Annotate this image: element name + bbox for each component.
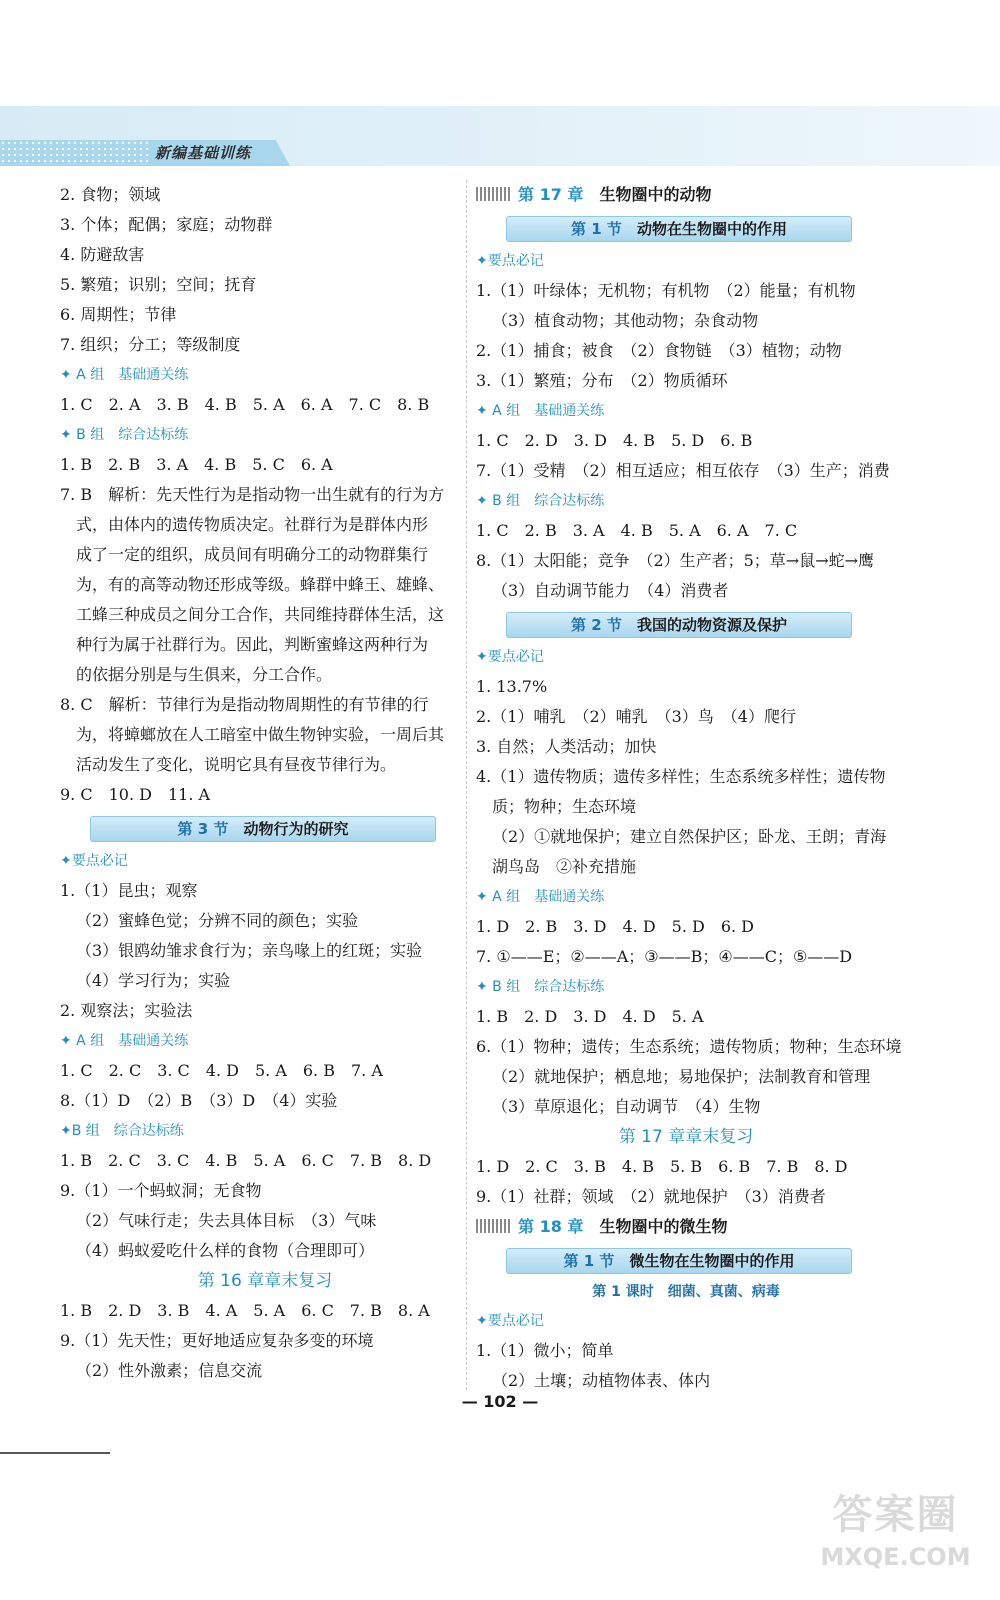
answer-line: 8.（1）太阳能；竞争 （2）生产者；5；草→鼠→蛇→鹰 — [476, 551, 875, 570]
answer-line: 1. C 2. A 3. B 4. B 5. A 6. A 7. C 8. B — [60, 395, 430, 414]
section-heading — [90, 816, 436, 842]
answer-line-cont: 成了一定的组织，成员间有明确分工的动物群集行 — [76, 545, 429, 564]
watermark-title: 答案圈 — [832, 1492, 959, 1538]
answer-line-cont: 种行为属于社群行为。因此，判断蜜蜂这两种行为 — [76, 635, 429, 654]
page-number: — 102 — — [461, 1392, 539, 1411]
right-column — [476, 180, 902, 1396]
answer-line: 5. 繁殖；识别；空间；抚育 — [60, 275, 257, 294]
answer-line: 9.（1）一个蚂蚁洞；无食物 — [60, 1181, 262, 1200]
section-number: 第 1 节 — [571, 220, 622, 238]
answer-line: 4.（1）遗传物质；遗传多样性；生态系统多样性；遗传物 — [476, 767, 886, 786]
answer-line: 9.（1）社群；领域 （2）就地保护 （3）消费者 — [476, 1187, 826, 1206]
answer-line: 1. B 2. C 3. C 4. B 5. A 6. C 7. B 8. D — [60, 1151, 432, 1170]
answer-line: 2. 观察法；实验法 — [60, 1001, 193, 1020]
answer-line: 6.（1）物种；遗传；生态系统；遗传物质；物种；生态环境 — [476, 1037, 902, 1056]
answer-line-cont: 质；物种；生态环境 — [492, 797, 637, 816]
answer-line: 3. 个体；配偶；家庭；动物群 — [60, 215, 273, 234]
lesson-heading: 第 1 课时 细菌、真菌、病毒 — [592, 1284, 780, 1300]
answer-line: 1. C 2. B 3. A 4. B 5. A 6. A 7. C — [476, 521, 798, 540]
answer-line: 4. 防避敌害 — [60, 245, 145, 264]
answer-line-cont: （4）蚂蚁爱吃什么样的食物（合理即可） — [76, 1241, 375, 1260]
answer-line: 1.（1）微小；简单 — [476, 1341, 614, 1360]
chapter-number: 第 17 章 — [518, 185, 584, 204]
section-heading — [506, 1248, 852, 1274]
answer-line: 1.（1）叶绿体；无机物；有机物 （2）能量；有机物 — [476, 281, 856, 300]
footer-rule — [0, 1452, 110, 1454]
answer-line-cont: 为，有的高等动物还形成等级。蜂群中蜂王、雄蜂、 — [76, 575, 445, 594]
subheading: ✦ A 组 基础通关练 — [476, 403, 605, 419]
chapter-title: 生物圈中的微生物 — [599, 1217, 728, 1236]
answer-line: 2.（1）哺乳 （2）哺乳 （3）鸟 （4）爬行 — [476, 707, 796, 726]
section-title: 动物在生物圈中的作用 — [636, 220, 787, 238]
answer-line-cont: 为，将蟑螂放在人工暗室中做生物钟实验，一周后其 — [76, 725, 445, 744]
answer-line: 7. B 解析：先天性行为是指动物一出生就有的行为方 — [60, 485, 445, 504]
answer-line: 1. B 2. B 3. A 4. B 5. C 6. A — [60, 455, 333, 474]
answer-line-cont: （2）气味行走；失去具体目标 （3）气味 — [76, 1211, 377, 1230]
answer-line: 9. C 10. D 11. A — [60, 785, 211, 804]
answer-line: 2.（1）捕食；被食 （2）食物链 （3）植物；动物 — [476, 341, 842, 360]
answer-line-cont: （3）植食动物；其他动物；杂食动物 — [492, 311, 759, 330]
subheading: ✦ B 组 综合达标练 — [476, 493, 605, 509]
answer-line-cont: 活动发生了变化，说明它具有昼夜节律行为。 — [76, 755, 397, 774]
subheading: ✦ A 组 基础通关练 — [60, 367, 189, 383]
answer-line: 2. 食物；领域 — [60, 185, 161, 204]
answer-line-cont: 式，由体内的遗传物质决定。社群行为是群体内形 — [76, 515, 429, 534]
section-title: 微生物在生物圈中的作用 — [629, 1252, 795, 1270]
subheading: ✦ B 组 综合达标练 — [60, 427, 189, 443]
left-column — [60, 180, 470, 1386]
answer-line-cont: （2）①就地保护；建立自然保护区；卧龙、王朗；青海 — [492, 827, 887, 846]
answer-line: 3. 自然；人类活动；加快 — [476, 737, 657, 756]
answer-line-cont: （4）学习行为；实验 — [76, 971, 231, 990]
answer-line: 7. ①——E；②——A；③——B；④——C；⑤——D — [476, 947, 853, 966]
answer-line: 7.（1）受精 （2）相互适应；相互依存 （3）生产；消费 — [476, 461, 890, 480]
chapter-heading — [476, 180, 896, 210]
chapter-number: 第 18 章 — [518, 1217, 584, 1236]
brand-title: 新编基础训练 — [155, 144, 252, 162]
answer-line-cont: （2）土壤；动植物体表、体内 — [492, 1371, 711, 1390]
answer-line: 7. 组织；分工；等级制度 — [60, 335, 241, 354]
answer-line-cont: 湖鸟岛 ②补充措施 — [492, 857, 637, 876]
answer-line-cont: 的依据分别是与生俱来，分工合作。 — [76, 665, 333, 684]
answer-line-cont: 工蜂三种成员之间分工合作，共同维持群体生活，这 — [76, 605, 445, 624]
answer-line: 1.（1）昆虫；观察 — [60, 881, 198, 900]
answer-line: 1. B 2. D 3. B 4. A 5. A 6. C 7. B 8. A — [60, 1301, 430, 1320]
subheading: ✦要点必记 — [476, 253, 544, 269]
answer-line: 1. B 2. D 3. D 4. D 5. A — [476, 1007, 704, 1026]
header-dots — [0, 140, 150, 166]
section-heading — [506, 216, 852, 242]
section-number: 第 3 节 — [177, 820, 229, 838]
review-heading: 第 17 章章末复习 — [618, 1127, 754, 1147]
review-heading: 第 16 章章末复习 — [197, 1271, 333, 1291]
answer-line-cont: （2）就地保护；栖息地；易地保护；法制教育和管理 — [492, 1067, 871, 1086]
answer-line: 9.（1）先天性；更好地适应复杂多变的环境 — [60, 1331, 374, 1350]
section-number: 第 2 节 — [571, 616, 622, 634]
column-divider — [466, 180, 467, 1390]
answer-line: 3.（1）繁殖；分布 （2）物质循环 — [476, 371, 728, 390]
subheading: ✦B 组 综合达标练 — [60, 1123, 184, 1139]
subheading: ✦要点必记 — [476, 1313, 544, 1329]
subheading: ✦要点必记 — [60, 853, 128, 869]
answer-line: 6. 周期性；节律 — [60, 305, 177, 324]
answer-line-cont: （3）自动调节能力 （4）消费者 — [492, 581, 729, 600]
answer-line: 8.（1）D （2）B （3）D （4）实验 — [60, 1091, 338, 1110]
answer-line-cont: （3）银鸥幼雏求食行为；亲鸟喙上的红斑；实验 — [76, 941, 423, 960]
answer-line: 1. D 2. B 3. D 4. D 5. D 6. D — [476, 917, 755, 936]
answer-line: 1. 13.7% — [476, 677, 548, 696]
answer-line-cont: （3）草原退化；自动调节 （4）生物 — [492, 1097, 761, 1116]
section-title: 我国的动物资源及保护 — [636, 616, 787, 634]
answer-line: 1. C 2. C 3. C 4. D 5. A 6. B 7. A — [60, 1061, 383, 1080]
answer-line: 1. D 2. C 3. B 4. B 5. B 6. B 7. B 8. D — [476, 1157, 848, 1176]
subheading: ✦ A 组 基础通关练 — [476, 889, 605, 905]
chapter-heading — [476, 1212, 896, 1242]
subheading: ✦ B 组 综合达标练 — [476, 979, 605, 995]
chapter-bars-icon — [476, 1219, 512, 1233]
section-title: 动物行为的研究 — [243, 820, 349, 838]
answer-line: 8. C 解析：节律行为是指动物周期性的有节律的行 — [60, 695, 429, 714]
answer-line-cont: （2）性外激素；信息交流 — [76, 1361, 263, 1380]
answer-line: 1. C 2. D 3. D 4. B 5. D 6. B — [476, 431, 753, 450]
watermark — [808, 1490, 983, 1590]
chapter-title: 生物圈中的动物 — [599, 185, 712, 204]
answer-line-cont: （2）蜜蜂色觉；分辨不同的颜色；实验 — [76, 911, 359, 930]
section-heading — [506, 612, 852, 638]
section-number: 第 1 节 — [563, 1252, 615, 1270]
subheading: ✦要点必记 — [476, 649, 544, 665]
chapter-bars-icon — [476, 187, 512, 201]
watermark-url: MXQE.COM — [820, 1543, 971, 1571]
subheading: ✦ A 组 基础通关练 — [60, 1033, 189, 1049]
